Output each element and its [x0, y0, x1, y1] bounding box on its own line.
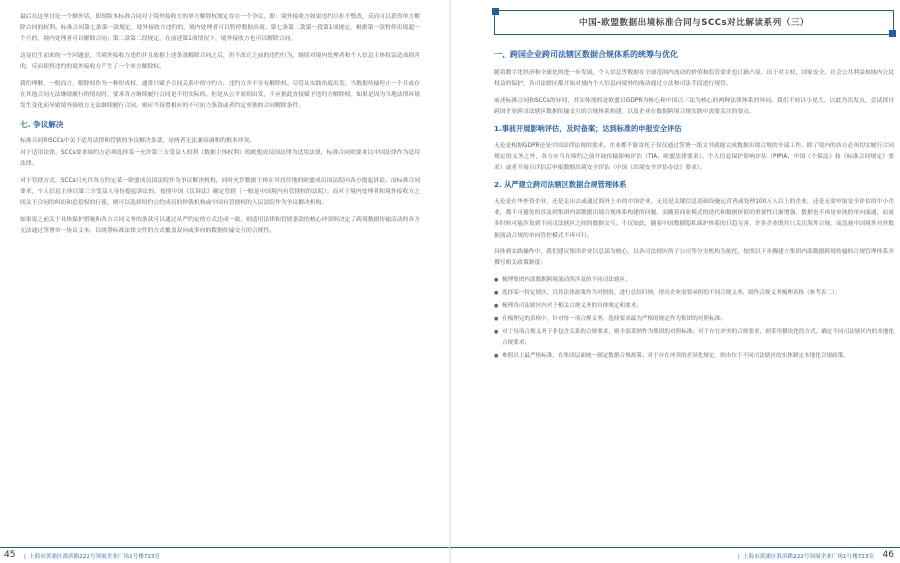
- right-paragraph-5: 具体到实践操作中，我们建议集团企业以总部为核心，以各司法辖区的子公司等分支机构为依托，按照以下步骤建立集团内部数据跨境传输的合规管理体系并撰写相关政策制度：: [494, 249, 894, 267]
- left-paragraph-5: 对于适用法律，SCCs要求缔约方必须选择某一允许第三方受益人权利（数据主体权利）的欧盟成员国法律为适用法律，标准合同则要求以中国法律作为适用法律。: [20, 149, 420, 168]
- list-item: ● 选择某一特定辖区，以其法律政策作为对照组，进行总结归纳，得出企业需要承担的不同合规义务，制作合规义务梳理表格（参考表二）；: [494, 288, 894, 299]
- list-item: ● 参照以上最严格标准，在集团层面统一制定数据合规政策；对于存在冲突的差异化规定，则由位于不同司法辖区的实体制定本地化合规政策。: [494, 351, 894, 362]
- footer-address-right: [738, 552, 874, 560]
- page-number-right: 46: [882, 550, 894, 560]
- section-heading-dispute-resolution: 七. 争议解决: [20, 119, 64, 129]
- heading-cross-border-compliance: 一、跨国企业跨司法辖区数据合规体系的统筹与优化: [494, 50, 678, 59]
- subheading-impact-assessment: 1.事前开展影响评估，及时备案；达到标准的申报安全评估: [494, 123, 682, 133]
- list-item: ● 梳理各司法辖区内对于相关合规义务的具体规定和要求；: [494, 301, 894, 312]
- subheading-compliance-system: 2. 从严建立跨司法辖区数据合规管理体系: [494, 179, 627, 189]
- right-column: [494, 10, 894, 364]
- footer-rule: [0, 547, 450, 548]
- footer-address-text: 上海市黄浦区淮滨路222号领展企业广场1号楼723室: [742, 554, 874, 560]
- list-item: ● 对于每项合规义务下非包含关系的合规要求，则全部采纳作为集团的对照标准；对于存在冲突的合规要求，则采用横块化的方式，确定不同司法辖区内的本地化合规要求；: [494, 327, 894, 349]
- left-paragraph-6: 对于管辖方式，SCCs只允许各方约定某一欧盟成员国法院作为争议解决机构，同时允许数据主体在其居住地的欧盟成员国法院向各方提起诉讼。而标准合同要求，个人信息主体以第三方受益人身份提起诉讼的，按照中国《民诉法》确定管辖（一般是中国境内有管辖权的法院）；而对于境内处理者和境外接收方之间关于合同的纠纷和追偿权的行使，则可以选择纽约公约成员的仲裁机构或中国有管辖权的人民法院作为争议解决机构。: [20, 177, 420, 207]
- title-corner-decoration: [889, 30, 896, 37]
- title-corner-decoration: [492, 8, 499, 15]
- left-column: [20, 12, 420, 243]
- left-paragraph-1: 最后在这里讨论一个额外话，即现版本标准合同对于境外接收方的单方解除权规定存在一个争议，即：境外接收方如果违约且拒不整改，反而可以获得单方解除合同的权利。标准合同第七条第一款规定，境外接收方违约的，境内处理者可以暂停数据出境；第七条第二款第一段第1项规定，根据第一款暂停出境超一个月的，境内处理者可以解除合同；第二款第二段规定，在前述第1项情况下，境外接收方也可以解除合同。: [20, 14, 420, 43]
- right-paragraph-1: 随着数字化经济和全球化的进一步发展，个人信息等数据在全球范围内流动的价值和监管需求也日渐凸显。出于对主权、国家安全、社会公共利益和域内公民权益的保护，各司法辖区都开始对域内个人信息向境外的流动通过立法和司法手段进行规管。: [494, 70, 894, 88]
- right-footer: [450, 547, 900, 563]
- series-title-box: [494, 10, 894, 35]
- steps-list: [494, 275, 894, 362]
- right-page: [450, 0, 900, 563]
- footer-rule: [450, 547, 900, 548]
- left-paragraph-4: 标准合同和SCCs中关于适用法律和管辖的争议解决条款，是两者无法兼容调和的根本冲突。: [20, 137, 256, 144]
- footer-address-left: [24, 552, 160, 560]
- left-footer: [0, 547, 450, 563]
- footer-separator-icon: |: [737, 554, 740, 560]
- right-paragraph-4: 无论是在华外资企业，还是走出去或通过海外上市的中国企业，无论是关键信息基础设施运营者或处理100万人以上的企业，还是无需申报安全评估的中小企业，都不可避免的涉及到集团内部数据出境合规体系构建的问题。而随着商业模式的迭代和数据价值的重要性日渐增强，数据也不再是单纯的单向流通，而更多时候可能涉及到不同司法辖区之间的数据交互。不仅如此，随着中国数据隐私保护体系的日趋完善，许多企业既往只关注海外合规，而忽视中国境外对外数据流动合规的单向管控模式不再可行。: [494, 198, 894, 239]
- page-title: 中国-欧盟数据出境标准合同与SCCs对比解读系列（三）: [578, 18, 810, 28]
- right-paragraph-3: 无论是根据GDPR还是中国法律法规的要求，企业都不能寄托于仅仅通过签署一纸文书就能完成数据出境合规的全部工作。除了境内的各方必须切实履行合同规定的义务之外，各方应当在缔约之前开展传输影响评估（TIA，欧盟法律要求）、个人信息保护影响评估（PIPIA，中国《个保法》和《标准合同规定》要求）或者开展自评估后申报数据出境安全评估（中国《出境安全评估办法》要求）。: [494, 142, 894, 172]
- left-paragraph-3: 我们理解，一般而言，解除权作为一种形成权，通常只赋予合同关系中的守约方，违约方并不享有解除权。尽管从实践角度出发，当数据传输停止一个月或存在其他合同无法继续履行的情况时，要求各方继续履行合同是不切实际的。但是从公平原则出发，不应据此直接赋予违约方解除权。如果是因为当地法律环境发生变化而导致境外接收方无法继续履行合同，则应当设置相应的不可抗力条款或者约定单独的合同解除条件。: [20, 81, 420, 110]
- footer-separator-icon: |: [24, 554, 26, 560]
- page-number-left: 45: [4, 550, 16, 560]
- right-paragraph-2: 前述标准合同和SCCs的异同，其实体现的是欧盟以GDPR为核心和中国以三法为核心的两种法律体系的异同。我们不妨以小见大，以此为出发点，尝试探讨跨国企业跨司法辖区数据传输交互的合规体系构建，以及企业在数据跨境合规实践中需要关注的要点。: [494, 97, 894, 116]
- left-paragraph-7: 如果说之前关于具体保护措施和各方合同义务的条款可以通过从严约定的方式达成一致，则适用法律和管辖条款的核心冲突则决定了跨境数据传输活动的各方无法通过签署单一协议文本，以统筹标准法律文件的方式覆盖双向或多向的数据传输交互的合规性。: [20, 216, 420, 235]
- footer-address-text: 上海市黄浦区淮滨路222号领展企业广场1号楼723室: [28, 554, 161, 560]
- left-paragraph-2: 这显衍生而来的一个问题是，当境外接收方违约并且依据上述条款解除合同之后，仍不改正之前的违约行为，继续对境内处理者和个人信息主体权益造成损害的，反而使得违约的境外接收方产生了一个单方解除权。: [20, 53, 420, 71]
- list-item: ● 梳理集团内部数据跨境流动所涉及的不同司法辖区；: [494, 275, 894, 286]
- list-item: ● 在梳理完的表格中，针对每一项合规义务，选择要求最为严格的规定作为集团的对照标准；: [494, 314, 894, 325]
